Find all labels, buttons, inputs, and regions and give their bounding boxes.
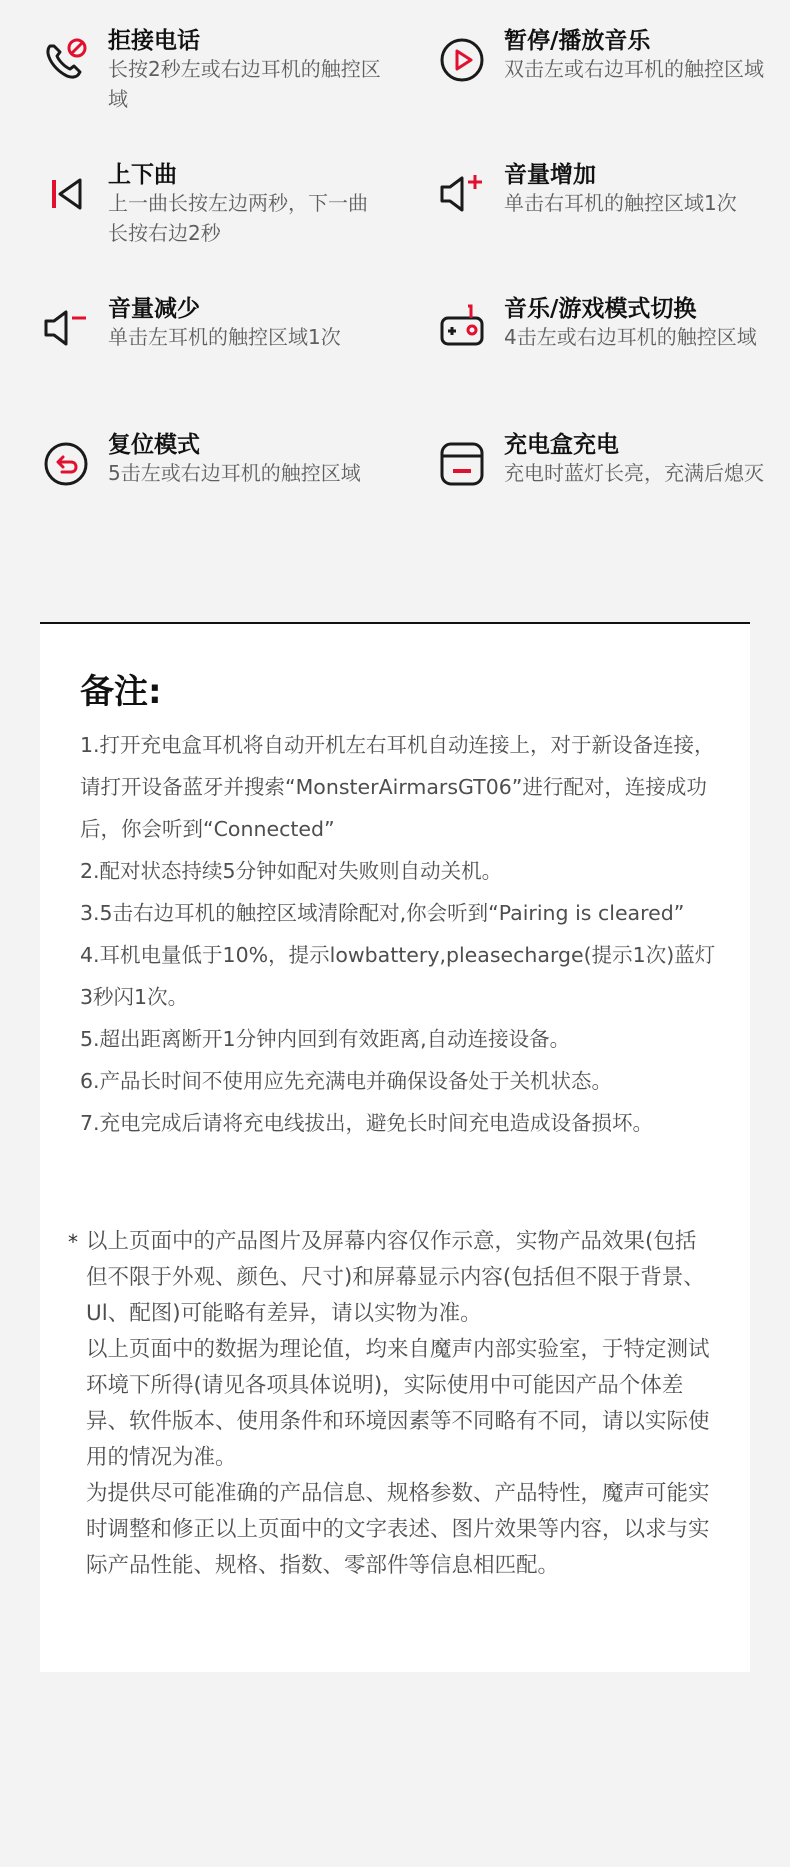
reset-icon	[42, 440, 90, 488]
list-item: 6.产品长时间不使用应先充满电并确保设备处于关机状态。	[80, 1069, 613, 1093]
feature-description: 单击左耳机的触控区域1次	[108, 325, 341, 349]
feature-title: 拒接电话	[108, 28, 200, 54]
list-item: 5.超出距离断开1分钟内回到有效距离,自动连接设备。	[80, 1027, 571, 1051]
feature-title: 暂停/播放音乐	[504, 28, 651, 54]
play-pause-icon	[438, 36, 486, 84]
disclaimer-paragraph: 以上页面中的数据为理论值，均来自魔声内部实验室，于特定测试环境下所得(请见各项具体说明)，实际使用中可能因产品个体差异、软件版本、使用条件和环境因素等不同略有不同，请以实际使用的情况为准。	[86, 1337, 710, 1470]
feature-title: 复位模式	[108, 432, 200, 458]
list-item: 7.充电完成后请将充电线拔出，避免长时间充电造成设备损坏。	[80, 1111, 654, 1135]
list-item: 2.配对状态持续5分钟如配对失败则自动关机。	[80, 859, 503, 883]
feature-description: 4击左或右边耳机的触控区域	[504, 325, 757, 349]
charging-case-icon	[438, 440, 486, 488]
list-item: 3.5击右边耳机的触控区域清除配对,你会听到“Pairing is cleared”	[80, 901, 685, 925]
list-item: 4.耳机电量低于10%，提示lowbattery,pleasecharge(提示1次)蓝灯3秒闪1次。	[80, 943, 716, 1009]
feature-description: 单击右耳机的触控区域1次	[504, 191, 737, 215]
reject-call-icon	[42, 36, 90, 84]
feature-title: 音乐/游戏模式切换	[504, 296, 697, 322]
previous-track-icon	[42, 170, 90, 218]
gamepad-icon	[438, 304, 486, 352]
feature-title: 充电盒充电	[504, 432, 619, 458]
notes-list	[80, 724, 720, 1144]
volume-up-icon	[438, 170, 486, 218]
disclaimer-paragraph: 为提供尽可能准确的产品信息、规格参数、产品特性，魔声可能实时调整和修正以上页面中的文字表述、图片效果等内容，以求与实际产品性能、规格、指数、零部件等信息相匹配。	[86, 1481, 710, 1578]
feature-title: 上下曲	[108, 162, 177, 188]
feature-description: 充电时蓝灯长亮，充满后熄灭	[504, 461, 764, 485]
feature-description: 长按2秒左或右边耳机的触控区域	[108, 57, 381, 111]
feature-description: 5击左或右边耳机的触控区域	[108, 461, 361, 485]
notes-card	[40, 624, 750, 1672]
feature-description: 双击左或右边耳机的触控区域	[504, 57, 764, 81]
volume-down-icon	[42, 304, 90, 352]
disclaimer-paragraph: 以上页面中的产品图片及屏幕内容仅作示意，实物产品效果(包括但不限于外观、颜色、尺寸)和屏幕显示内容(包括但不限于背景、 Ul、配图)可能略有差异，请以实物为准。	[86, 1229, 705, 1326]
feature-description: 上一曲长按左边两秒，下一曲长按右边2秒	[108, 191, 368, 245]
notes-title: 备注:	[80, 672, 162, 712]
disclaimer-marker: *	[68, 1230, 78, 1254]
feature-title: 音量增加	[504, 162, 596, 188]
list-item: 1.打开充电盒耳机将自动开机左右耳机自动连接上，对于新设备连接，请打开设备蓝牙并搜索“MonsterAirmarsGT06”进行配对，连接成功后，你会听到“Connected”	[80, 733, 715, 841]
feature-title: 音量减少	[108, 296, 200, 322]
disclaimer	[68, 1224, 716, 1584]
